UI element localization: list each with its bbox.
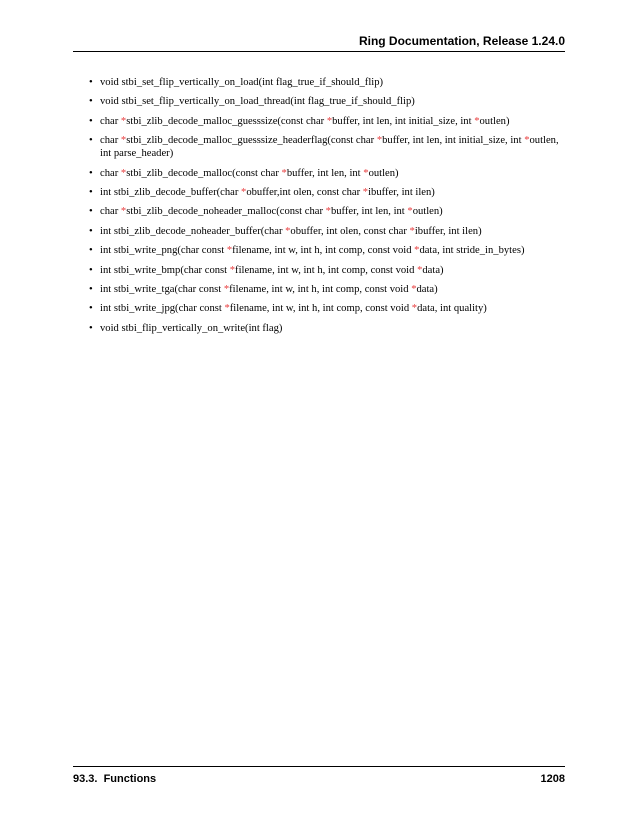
- function-signature: [100, 303, 487, 314]
- signature-text: stbi_zlib_decode_noheader_malloc(const char: [126, 206, 326, 218]
- bullet-icon: •: [89, 303, 93, 315]
- pointer-star: *: [411, 303, 418, 315]
- function-list-section: [88, 76, 568, 341]
- function-signature: [100, 206, 443, 217]
- bullet-icon: •: [89, 245, 93, 257]
- function-list-item: [88, 205, 568, 218]
- signature-text: stbi_zlib_decode_malloc_guesssize(const char: [126, 115, 327, 127]
- function-signature: [100, 284, 438, 295]
- function-list-item: [88, 283, 568, 296]
- signature-text: obuffer, int olen, const char: [290, 225, 410, 237]
- function-signature: [100, 265, 444, 276]
- pointer-star: *: [474, 115, 480, 127]
- bullet-icon: •: [89, 283, 93, 295]
- pointer-star: *: [524, 135, 530, 147]
- function-signature: [100, 226, 482, 237]
- function-list-item: [88, 322, 568, 335]
- header-divider: [73, 51, 565, 52]
- function-list-item: [88, 302, 568, 315]
- signature-text: int stbi_write_png(char const: [100, 245, 227, 257]
- bullet-icon: •: [89, 115, 93, 127]
- function-list: [88, 76, 568, 335]
- pointer-star: *: [224, 303, 230, 315]
- pointer-star: *: [226, 245, 233, 257]
- pointer-star: *: [285, 225, 291, 237]
- pointer-star: *: [326, 115, 333, 127]
- signature-text: outlen): [368, 167, 399, 179]
- bullet-icon: •: [89, 135, 93, 147]
- signature-text: void stbi_set_flip_vertically_on_load_thread(int flag_true_if_should_flip): [100, 96, 415, 108]
- function-list-item: [88, 134, 568, 160]
- signature-text: data): [416, 283, 438, 295]
- function-list-item: [88, 115, 568, 128]
- bullet-icon: •: [89, 96, 93, 108]
- signature-text: obuffer,int olen, const char: [246, 186, 363, 198]
- pointer-star: *: [376, 135, 383, 147]
- bullet-icon: •: [89, 206, 93, 218]
- signature-text: stbi_zlib_decode_malloc(const char: [126, 167, 282, 179]
- bullet-icon: •: [89, 225, 93, 237]
- signature-text: int stbi_zlib_decode_buffer(char: [100, 186, 242, 198]
- pointer-star: *: [281, 167, 287, 179]
- signature-text: outlen): [412, 206, 443, 218]
- function-list-item: [88, 186, 568, 199]
- footer-section-title: 93.3. Functions: [73, 773, 157, 785]
- page-header-title: Ring Documentation, Release 1.24.0: [358, 34, 565, 48]
- function-signature: [100, 323, 282, 334]
- pointer-star: *: [325, 206, 331, 218]
- bullet-icon: •: [89, 186, 93, 198]
- pointer-star: *: [363, 167, 369, 179]
- function-list-item: [88, 167, 568, 180]
- signature-text: filename, int w, int h, int comp, const void: [235, 264, 418, 276]
- signature-text: stbi_zlib_decode_malloc_guesssize_headerflag(const char: [126, 135, 377, 147]
- signature-text: filename, int w, int h, int comp, const void: [229, 283, 412, 295]
- pointer-star: *: [409, 225, 415, 237]
- function-signature: [100, 96, 415, 107]
- function-signature: [100, 187, 435, 198]
- pointer-star: *: [120, 135, 127, 147]
- pointer-star: *: [407, 206, 413, 218]
- function-signature: [100, 77, 383, 88]
- pointer-star: *: [241, 186, 247, 198]
- signature-text: buffer, int len, int: [330, 206, 408, 218]
- signature-text: outlen, int parse_header): [100, 135, 559, 160]
- signature-text: data, int quality): [417, 303, 487, 315]
- signature-text: data): [422, 264, 444, 276]
- signature-text: int stbi_write_jpg(char const: [100, 303, 225, 315]
- signature-text: ibuffer, int ilen): [414, 225, 482, 237]
- function-signature: [100, 245, 524, 256]
- pointer-star: *: [120, 206, 127, 218]
- pointer-star: *: [120, 115, 127, 127]
- pointer-star: *: [362, 186, 369, 198]
- bullet-icon: •: [89, 322, 93, 334]
- footer-divider: [73, 766, 565, 767]
- signature-text: filename, int w, int h, int comp, const void: [232, 245, 415, 257]
- signature-text: int stbi_write_tga(char const: [100, 283, 224, 295]
- function-signature: [100, 116, 510, 127]
- signature-text: ibuffer, int ilen): [368, 186, 435, 198]
- signature-text: buffer, int len, int initial_size, int: [382, 135, 525, 147]
- footer-page-number: 1208: [540, 773, 565, 785]
- signature-text: char: [100, 167, 121, 179]
- function-list-item: [88, 225, 568, 238]
- signature-text: int stbi_zlib_decode_noheader_buffer(char: [100, 225, 286, 237]
- function-signature: [100, 168, 399, 179]
- bullet-icon: •: [89, 264, 93, 276]
- signature-text: buffer, int len, int initial_size, int: [332, 115, 475, 127]
- signature-text: char: [100, 206, 121, 218]
- pointer-star: *: [229, 264, 236, 276]
- pointer-star: *: [120, 167, 127, 179]
- function-signature: [100, 135, 559, 159]
- bullet-icon: •: [89, 77, 93, 88]
- function-list-item: [88, 264, 568, 277]
- pointer-star: *: [414, 245, 420, 257]
- function-list-item: [88, 76, 568, 89]
- function-list-item: [88, 95, 568, 108]
- pointer-star: *: [223, 283, 230, 295]
- signature-text: outlen): [479, 115, 510, 127]
- signature-text: int stbi_write_bmp(char const: [100, 264, 230, 276]
- signature-text: void stbi_set_flip_vertically_on_load(int flag_true_if_should_flip): [100, 77, 384, 88]
- function-list-item: [88, 244, 568, 257]
- pointer-star: *: [417, 264, 423, 276]
- signature-text: char: [100, 115, 121, 127]
- signature-text: void stbi_flip_vertically_on_write(int flag): [100, 322, 283, 334]
- bullet-icon: •: [89, 167, 93, 179]
- signature-text: char: [100, 135, 121, 147]
- signature-text: buffer, int len, int: [286, 167, 364, 179]
- signature-text: filename, int w, int h, int comp, const void: [229, 303, 412, 315]
- signature-text: data, int stride_in_bytes): [419, 245, 525, 257]
- pointer-star: *: [411, 283, 417, 295]
